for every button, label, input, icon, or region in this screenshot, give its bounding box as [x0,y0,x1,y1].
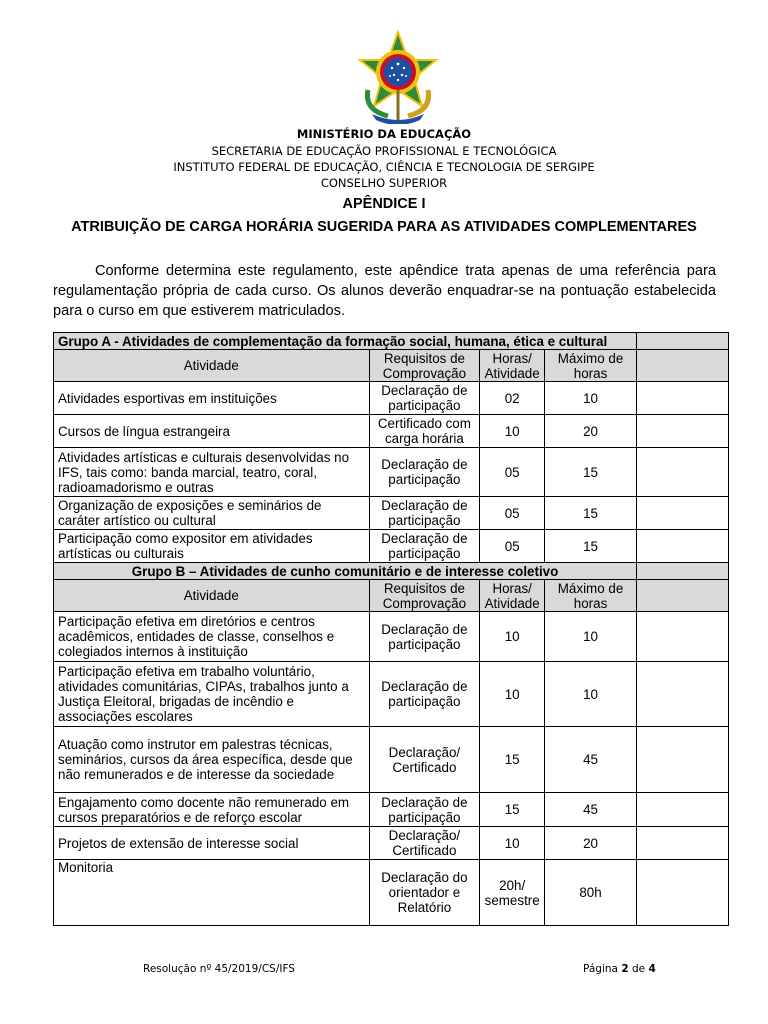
activity-cell: Engajamento como docente não remunerado em cursos preparatórios e de reforço escolar [54,793,370,827]
max-cell: 10 [545,382,637,415]
hours-cell: 20h/ semestre [480,860,545,926]
col-activity: Atividade [54,580,370,612]
max-cell: 15 [545,497,637,530]
intro-text: Conforme determina este regulamento, este apêndice trata apenas de uma referência para regulamentação própria de cada curso. Os alunos deverão enquadrar-se na pontuação estabelecida para o curso em que estiverem matriculados. [53,263,716,319]
col-max: Máximo de horas [545,580,637,612]
requirements-cell: Declaração/ Certificado [369,727,480,793]
col-requirements: Requisitos de Comprovação [369,580,480,612]
appendix-title: APÊNDICE I [342,196,426,212]
max-cell: 80h [545,860,637,926]
activity-cell: Cursos de língua estrangeira [54,415,370,448]
hours-cell: 10 [480,827,545,860]
max-cell: 10 [545,612,637,662]
table-row [54,662,729,727]
footer-resolution: Resolução nº 45/2019/CS/IFS [143,963,295,975]
extra-cell [637,563,729,580]
max-cell: 20 [545,415,637,448]
max-cell: 20 [545,827,637,860]
emblem-sword [397,90,400,120]
col-hours: Horas/ Atividade [480,350,545,382]
footer-page-number [583,963,656,975]
extra-cell [637,333,729,350]
hours-cell: 02 [480,382,545,415]
group-a-title: Grupo A - Atividades de complementação da formação social, humana, ética e cultural [54,333,637,350]
extra-cell [637,580,729,612]
activity-cell: Participação efetiva em diretórios e centros acadêmicos, entidades de classe, conselhos e colegiados internos à instituição [54,612,370,662]
table-row [54,415,729,448]
secretariat-heading: SECRETARIA DE EDUCAÇÃO PROFISSIONAL E TECNOLÓGICA [211,144,557,158]
group-b-header-row [54,580,729,612]
extra-cell [637,415,729,448]
hours-cell: 10 [480,662,545,727]
requirements-cell: Declaração de participação [369,448,480,497]
hours-cell: 15 [480,727,545,793]
extra-cell [637,530,729,563]
requirements-cell: Declaração de participação [369,662,480,727]
table-row [54,827,729,860]
institute-heading: INSTITUTO FEDERAL DE EDUCAÇÃO, CIÊNCIA E TECNOLOGIA DE SERGIPE [173,160,595,174]
table-row [54,727,729,793]
table-row [54,530,729,563]
table-row [54,382,729,415]
hours-cell: 05 [480,448,545,497]
group-b-title: Grupo B – Atividades de cunho comunitário e de interesse coletivo [54,563,637,580]
extra-cell [637,827,729,860]
requirements-cell: Declaração/ Certificado [369,827,480,860]
hours-cell: 10 [480,612,545,662]
extra-cell [637,497,729,530]
activity-cell: Participação efetiva em trabalho voluntário, atividades comunitárias, CIPAs, trabalhos junto a Justiça Eleitoral, brigadas de incêndio e associações escolares [54,662,370,727]
activity-cell: Atividades artísticas e culturais desenvolvidas no IFS, tais como: banda marcial, teatro, coral, radioamadorismo e outras [54,448,370,497]
extra-cell [637,860,729,926]
table-row [54,448,729,497]
max-cell: 15 [545,448,637,497]
group-a-title-row [54,333,729,350]
table-row [54,860,729,926]
hours-cell: 15 [480,793,545,827]
activity-cell: Monitoria [54,860,370,926]
activity-cell: Projetos de extensão de interesse social [54,827,370,860]
requirements-cell: Declaração de participação [369,793,480,827]
extra-cell [637,448,729,497]
col-requirements: Requisitos de Comprovação [369,350,480,382]
hours-cell: 05 [480,497,545,530]
max-cell: 45 [545,727,637,793]
page-current: 2 [621,963,629,975]
requirements-cell: Declaração de participação [369,612,480,662]
activity-cell: Atividades esportivas em instituições [54,382,370,415]
brazil-coat-of-arms-icon [354,30,442,124]
table-row [54,497,729,530]
col-activity: Atividade [54,350,370,382]
activities-table [53,332,729,926]
ministry-heading: MINISTÉRIO DA EDUCAÇÃO [296,127,472,141]
activity-cell: Organização de exposições e seminários de caráter artístico ou cultural [54,497,370,530]
extra-cell [637,793,729,827]
page-prefix: Página [583,963,618,975]
activity-cell: Participação como expositor em atividades artísticas ou culturais [54,530,370,563]
max-cell: 10 [545,662,637,727]
requirements-cell: Declaração de participação [369,382,480,415]
col-hours: Horas/ Atividade [480,580,545,612]
group-b-title-row [54,563,729,580]
extra-cell [637,662,729,727]
requirements-cell: Declaração de participação [369,497,480,530]
requirements-cell: Certificado com carga horária [369,415,480,448]
extra-cell [637,727,729,793]
group-a-header-row [54,350,729,382]
requirements-cell: Declaração do orientador e Relatório [369,860,480,926]
intro-paragraph [53,261,716,321]
page-total: 4 [648,963,656,975]
emblem-blue-disc [384,58,412,86]
activity-cell: Atuação como instrutor em palestras técnicas, seminários, cursos da área específica, desde que não remunerados e de interesse da sociedade [54,727,370,793]
table-row [54,793,729,827]
table-row [54,612,729,662]
extra-cell [637,612,729,662]
max-cell: 45 [545,793,637,827]
council-heading: CONSELHO SUPERIOR [320,176,448,190]
hours-cell: 10 [480,415,545,448]
requirements-cell: Declaração de participação [369,530,480,563]
main-title: ATRIBUIÇÃO DE CARGA HORÁRIA SUGERIDA PARA AS ATIVIDADES COMPLEMENTARES [71,219,697,235]
hours-cell: 05 [480,530,545,563]
page-separator: de [631,963,646,975]
extra-cell [637,382,729,415]
max-cell: 15 [545,530,637,563]
col-max: Máximo de horas [545,350,637,382]
extra-cell [637,350,729,382]
